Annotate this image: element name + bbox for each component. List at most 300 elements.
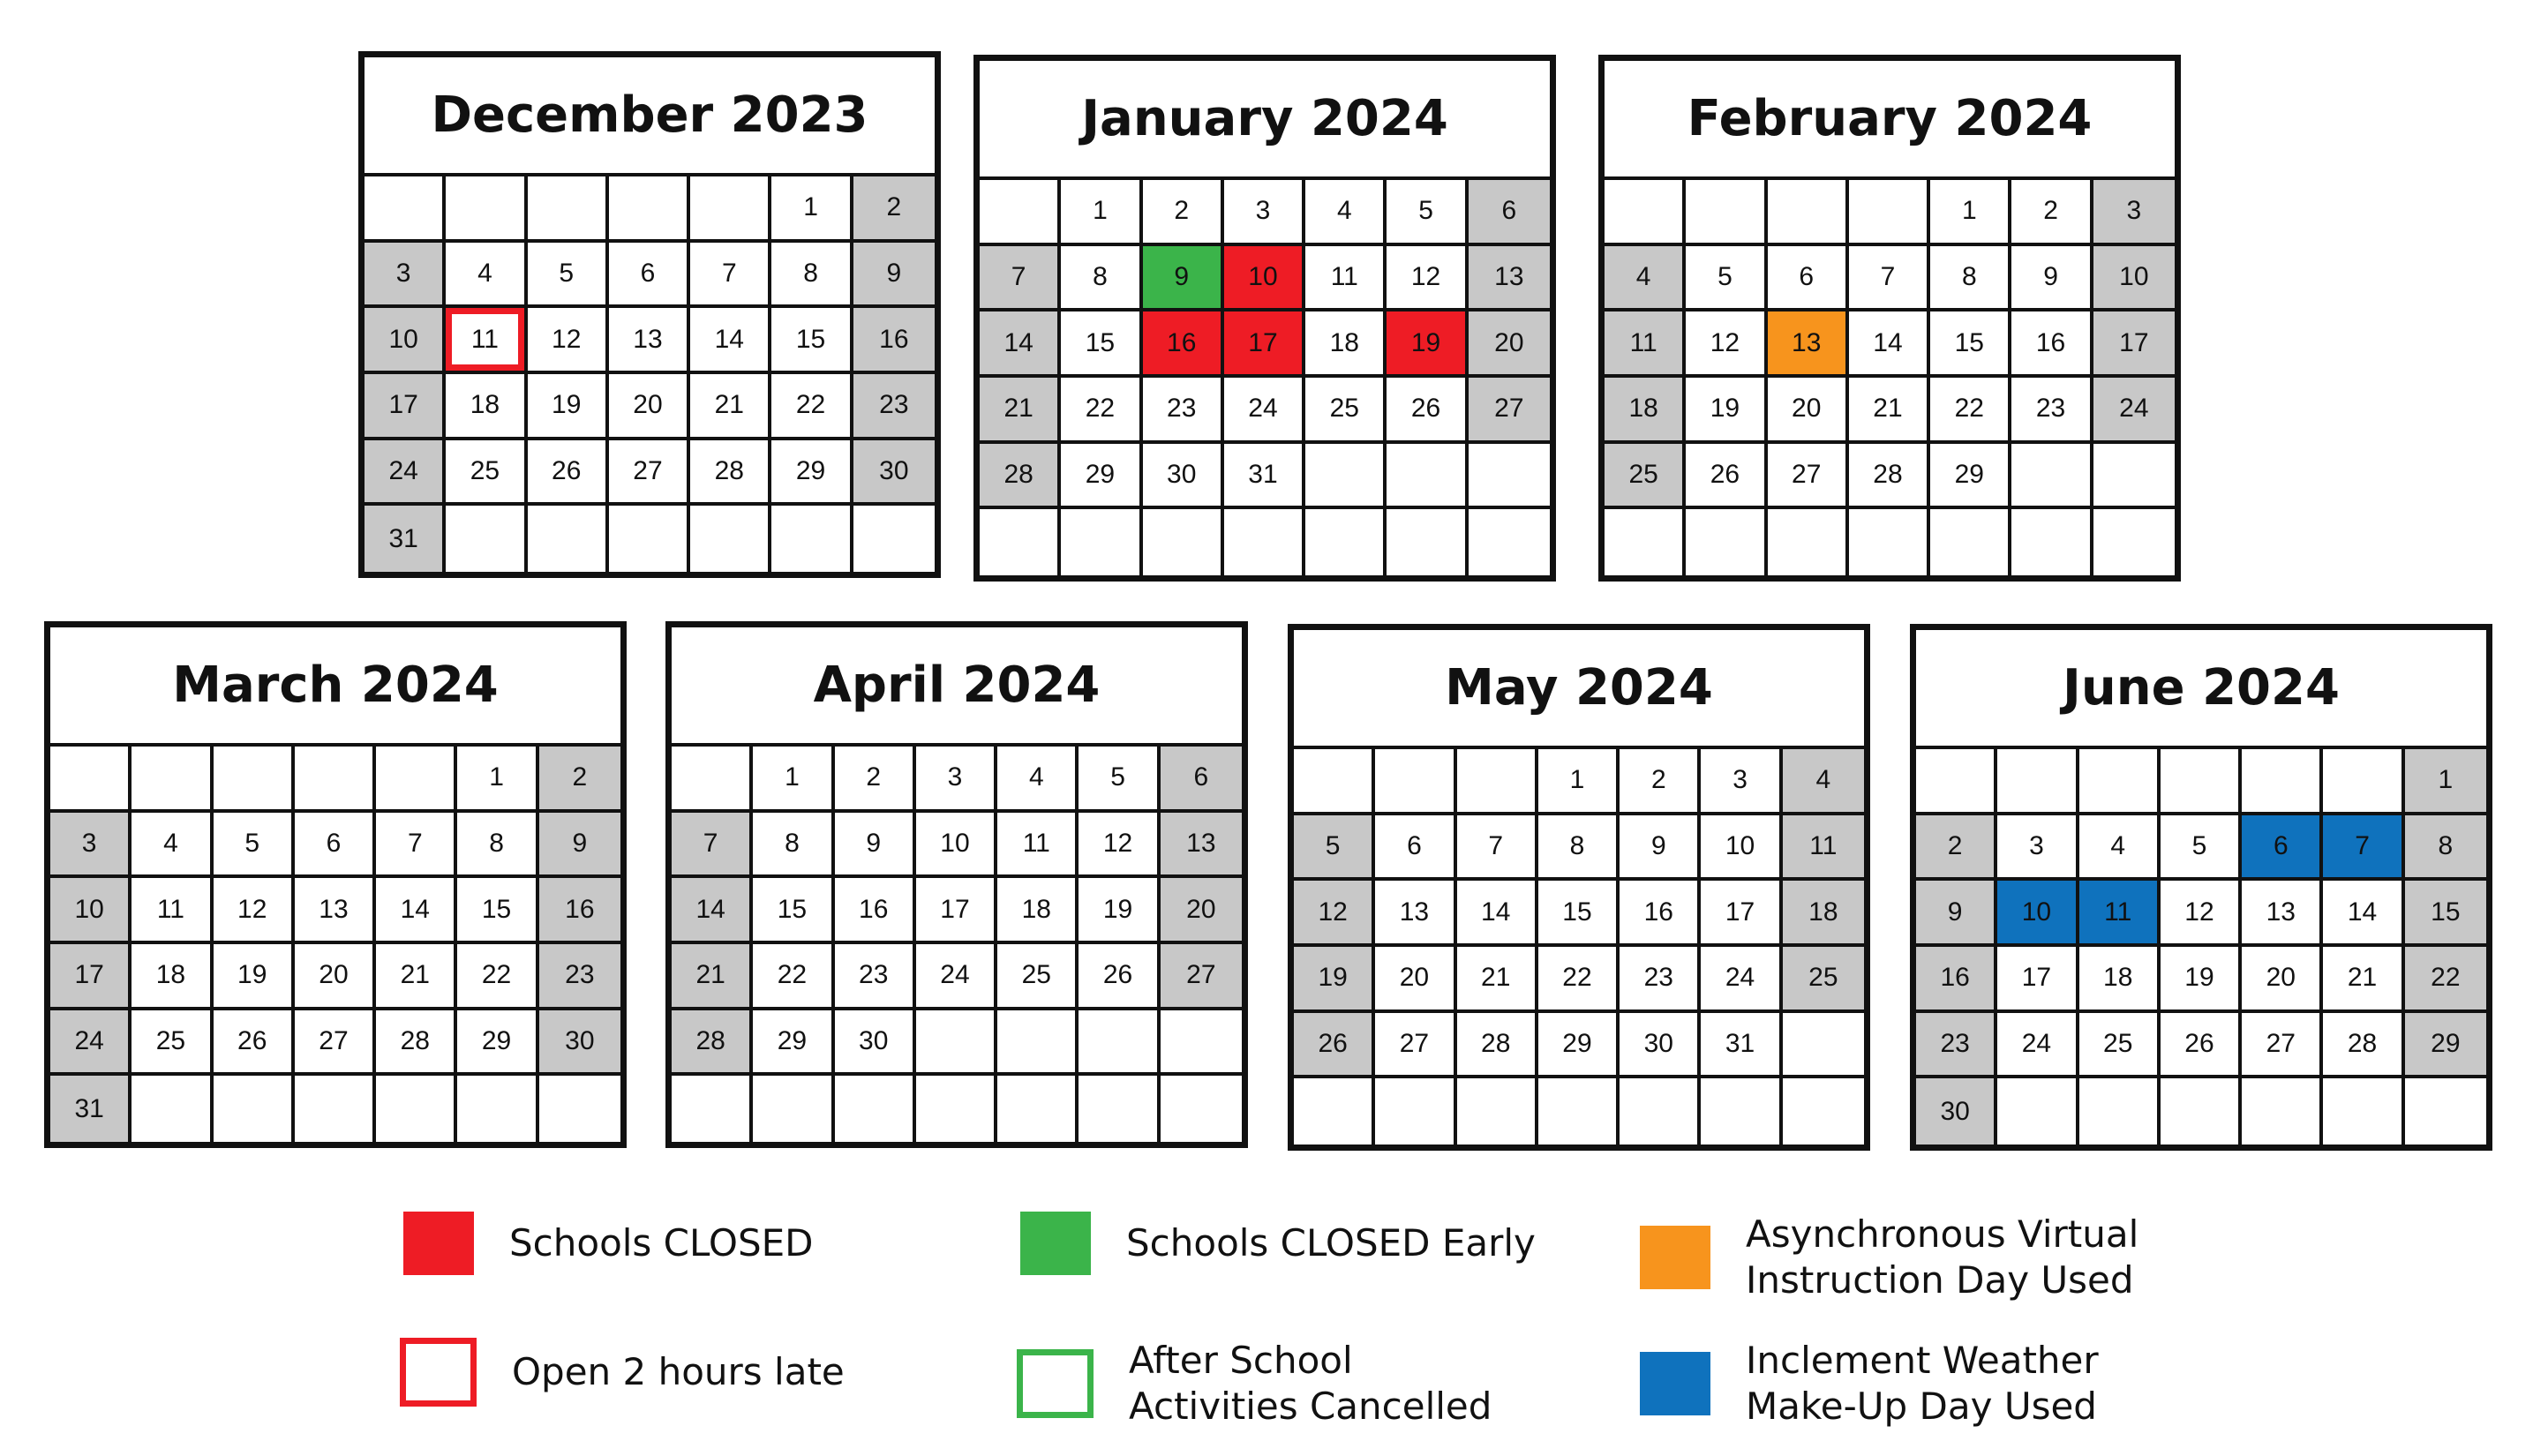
- day-cell: 9: [853, 243, 935, 309]
- day-cell: 4: [1605, 246, 1686, 312]
- calendar-december-2023: [358, 51, 941, 578]
- day-cell: 1: [457, 747, 538, 813]
- day-cell: 21: [672, 944, 753, 1010]
- day-cell: 1: [1538, 749, 1620, 815]
- empty-cell: [1387, 509, 1468, 575]
- day-cell: 8: [2405, 815, 2486, 882]
- day-cell: 6: [1768, 246, 1849, 312]
- day-cell: 24: [916, 944, 997, 1010]
- empty-cell: [1916, 749, 1997, 815]
- empty-cell: [916, 1010, 997, 1077]
- day-cell: 18: [132, 944, 213, 1010]
- day-cell: 1: [771, 176, 853, 243]
- month-title: January 2024: [980, 61, 1550, 180]
- day-cell: 28: [376, 1010, 457, 1077]
- day-cell: 25: [1783, 947, 1864, 1013]
- day-cell: 7: [980, 246, 1061, 312]
- day-cell: 11: [1305, 246, 1387, 312]
- day-cell: 28: [1849, 444, 1930, 510]
- empty-cell: [2161, 1078, 2242, 1145]
- day-cell: 7: [1849, 246, 1930, 312]
- day-cell: 15: [771, 308, 853, 374]
- day-grid: [1916, 749, 2486, 1145]
- day-cell: 19: [2161, 947, 2242, 1013]
- day-cell: 30: [835, 1010, 916, 1077]
- empty-cell: [1294, 749, 1375, 815]
- day-cell: 12: [1079, 813, 1160, 879]
- day-cell: 17: [365, 374, 446, 440]
- empty-cell: [446, 506, 527, 572]
- day-cell: 4: [997, 747, 1079, 813]
- empty-cell: [295, 747, 376, 813]
- legend-schools-closed-early: [1020, 1212, 1536, 1275]
- day-cell: 16: [1620, 881, 1701, 947]
- day-cell: 24: [1224, 378, 1305, 444]
- empty-cell: [1143, 509, 1224, 575]
- empty-cell: [1387, 444, 1468, 510]
- month-title: May 2024: [1294, 630, 1864, 749]
- day-cell: 30: [1143, 444, 1224, 510]
- empty-cell: [1305, 444, 1387, 510]
- after-school-swatch-icon: [1017, 1349, 1094, 1418]
- day-cell: 25: [997, 944, 1079, 1010]
- day-cell: 3: [916, 747, 997, 813]
- day-cell: 17: [916, 878, 997, 944]
- calendar-january-2024: [973, 55, 1556, 582]
- day-cell: 29: [753, 1010, 834, 1077]
- day-cell: 1: [753, 747, 834, 813]
- empty-cell: [2093, 509, 2175, 575]
- month-title: March 2024: [50, 627, 620, 747]
- day-cell: 2: [835, 747, 916, 813]
- day-cell: 30: [1620, 1013, 1701, 1079]
- empty-cell: [1305, 509, 1387, 575]
- day-cell: 25: [446, 440, 527, 507]
- day-cell: 4: [1305, 180, 1387, 246]
- day-cell: 28: [690, 440, 771, 507]
- day-cell: 25: [1605, 444, 1686, 510]
- empty-cell: [690, 506, 771, 572]
- day-cell: 18: [1783, 881, 1864, 947]
- day-cell: 15: [1930, 311, 2011, 378]
- empty-cell: [50, 747, 132, 813]
- day-cell: 10: [2093, 246, 2175, 312]
- day-cell: 23: [1620, 947, 1701, 1013]
- closed-swatch-icon: [403, 1212, 474, 1275]
- day-cell: 4: [132, 813, 213, 879]
- empty-cell: [1997, 749, 2078, 815]
- empty-cell: [1079, 1076, 1160, 1142]
- day-cell: 1: [2405, 749, 2486, 815]
- day-cell: 25: [2079, 1013, 2161, 1079]
- day-cell: 8: [457, 813, 538, 879]
- day-cell: 23: [2011, 378, 2093, 444]
- empty-cell: [1686, 180, 1767, 246]
- day-cell: 14: [1457, 881, 1538, 947]
- empty-cell: [672, 1076, 753, 1142]
- day-cell: 9: [1916, 881, 1997, 947]
- day-cell: 11: [132, 878, 213, 944]
- empty-cell: [1686, 509, 1767, 575]
- day-cell: 11: [1783, 815, 1864, 882]
- day-cell: 14: [690, 308, 771, 374]
- day-cell: 4: [2079, 815, 2161, 882]
- empty-cell: [1783, 1013, 1864, 1079]
- day-cell: 12: [1294, 881, 1375, 947]
- month-title: December 2023: [365, 57, 935, 176]
- day-cell: 13: [609, 308, 690, 374]
- empty-cell: [1768, 180, 1849, 246]
- empty-cell: [609, 176, 690, 243]
- day-cell: 11: [446, 308, 527, 374]
- day-cell: 8: [771, 243, 853, 309]
- day-cell: 3: [50, 813, 132, 879]
- day-cell: 29: [1930, 444, 2011, 510]
- day-cell: 21: [2323, 947, 2404, 1013]
- day-cell: 5: [1686, 246, 1767, 312]
- empty-cell: [1457, 749, 1538, 815]
- empty-cell: [1538, 1078, 1620, 1145]
- day-cell: 10: [916, 813, 997, 879]
- day-cell: 19: [214, 944, 295, 1010]
- day-cell: 10: [1224, 246, 1305, 312]
- day-cell: 10: [1997, 881, 2078, 947]
- day-cell: 19: [1686, 378, 1767, 444]
- day-cell: 19: [1294, 947, 1375, 1013]
- day-cell: 4: [1783, 749, 1864, 815]
- day-cell: 20: [1161, 878, 1242, 944]
- day-cell: 20: [1469, 311, 1550, 378]
- empty-cell: [980, 509, 1061, 575]
- legend-makeup-day: [1640, 1338, 2099, 1430]
- day-cell: 2: [1916, 815, 1997, 882]
- day-cell: 13: [1469, 246, 1550, 312]
- day-cell: 14: [980, 311, 1061, 378]
- day-grid: [1294, 749, 1864, 1145]
- day-cell: 10: [1701, 815, 1782, 882]
- empty-cell: [376, 747, 457, 813]
- day-cell: 8: [753, 813, 834, 879]
- legend-label: After School Activities Cancelled: [1129, 1339, 1492, 1428]
- calendar-february-2024: [1598, 55, 2181, 582]
- empty-cell: [1061, 509, 1142, 575]
- day-cell: 22: [1061, 378, 1142, 444]
- day-cell: 17: [2093, 311, 2175, 378]
- day-cell: 6: [1161, 747, 1242, 813]
- day-cell: 12: [528, 308, 609, 374]
- day-cell: 27: [1375, 1013, 1456, 1079]
- day-cell: 14: [2323, 881, 2404, 947]
- month-title: June 2024: [1916, 630, 2486, 749]
- day-cell: 16: [835, 878, 916, 944]
- empty-cell: [835, 1076, 916, 1142]
- empty-cell: [376, 1076, 457, 1142]
- day-cell: 26: [1294, 1013, 1375, 1079]
- day-cell: 27: [295, 1010, 376, 1077]
- empty-cell: [980, 180, 1061, 246]
- day-cell: 12: [1387, 246, 1468, 312]
- legend-after-school-cancelled: [1017, 1338, 1492, 1430]
- closed-early-swatch-icon: [1020, 1212, 1091, 1275]
- day-cell: 16: [853, 308, 935, 374]
- day-cell: 12: [2161, 881, 2242, 947]
- day-cell: 1: [1930, 180, 2011, 246]
- day-cell: 9: [2011, 246, 2093, 312]
- day-cell: 19: [528, 374, 609, 440]
- empty-cell: [295, 1076, 376, 1142]
- day-cell: 17: [1701, 881, 1782, 947]
- day-cell: 7: [2323, 815, 2404, 882]
- day-cell: 19: [1079, 878, 1160, 944]
- day-cell: 30: [853, 440, 935, 507]
- empty-cell: [2079, 1078, 2161, 1145]
- day-grid: [50, 747, 620, 1142]
- day-cell: 24: [2093, 378, 2175, 444]
- day-cell: 24: [365, 440, 446, 507]
- empty-cell: [446, 176, 527, 243]
- day-cell: 3: [1701, 749, 1782, 815]
- late-swatch-icon: [400, 1338, 477, 1407]
- day-cell: 22: [753, 944, 834, 1010]
- day-cell: 5: [1079, 747, 1160, 813]
- day-cell: 15: [1538, 881, 1620, 947]
- day-cell: 11: [2079, 881, 2161, 947]
- day-cell: 28: [672, 1010, 753, 1077]
- day-cell: 21: [376, 944, 457, 1010]
- day-cell: 18: [1305, 311, 1387, 378]
- empty-cell: [2079, 749, 2161, 815]
- day-cell: 31: [1701, 1013, 1782, 1079]
- legend-label: Inclement Weather Make-Up Day Used: [1746, 1339, 2099, 1428]
- day-cell: 20: [1375, 947, 1456, 1013]
- day-cell: 5: [2161, 815, 2242, 882]
- day-cell: 29: [457, 1010, 538, 1077]
- day-cell: 7: [376, 813, 457, 879]
- empty-cell: [2242, 749, 2323, 815]
- day-cell: 21: [690, 374, 771, 440]
- day-cell: 9: [1620, 815, 1701, 882]
- day-cell: 13: [1768, 311, 1849, 378]
- legend-async-virtual: [1640, 1212, 2138, 1303]
- day-cell: 29: [771, 440, 853, 507]
- empty-cell: [2011, 444, 2093, 510]
- day-cell: 9: [539, 813, 620, 879]
- day-cell: 29: [2405, 1013, 2486, 1079]
- empty-cell: [2242, 1078, 2323, 1145]
- day-cell: 21: [980, 378, 1061, 444]
- day-cell: 3: [2093, 180, 2175, 246]
- day-cell: 27: [1768, 444, 1849, 510]
- month-title: April 2024: [672, 627, 1242, 747]
- day-cell: 23: [835, 944, 916, 1010]
- day-cell: 26: [2161, 1013, 2242, 1079]
- day-cell: 8: [1538, 815, 1620, 882]
- day-cell: 6: [1469, 180, 1550, 246]
- day-cell: 2: [1143, 180, 1224, 246]
- empty-cell: [1605, 180, 1686, 246]
- day-cell: 15: [457, 878, 538, 944]
- empty-cell: [1768, 509, 1849, 575]
- empty-cell: [132, 747, 213, 813]
- day-cell: 22: [457, 944, 538, 1010]
- day-cell: 13: [1375, 881, 1456, 947]
- day-cell: 17: [50, 944, 132, 1010]
- day-cell: 20: [2242, 947, 2323, 1013]
- day-cell: 1: [1061, 180, 1142, 246]
- day-cell: 28: [2323, 1013, 2404, 1079]
- empty-cell: [916, 1076, 997, 1142]
- day-cell: 16: [1143, 311, 1224, 378]
- calendar-march-2024: [44, 621, 627, 1148]
- day-cell: 13: [295, 878, 376, 944]
- empty-cell: [2011, 509, 2093, 575]
- day-cell: 29: [1538, 1013, 1620, 1079]
- day-cell: 31: [50, 1076, 132, 1142]
- month-title: February 2024: [1605, 61, 2175, 180]
- empty-cell: [1783, 1078, 1864, 1145]
- empty-cell: [528, 176, 609, 243]
- empty-cell: [1224, 509, 1305, 575]
- legend-label: Asynchronous Virtual Instruction Day Used: [1746, 1212, 2139, 1302]
- empty-cell: [1620, 1078, 1701, 1145]
- empty-cell: [2323, 1078, 2404, 1145]
- empty-cell: [997, 1076, 1079, 1142]
- day-cell: 15: [753, 878, 834, 944]
- empty-cell: [1849, 180, 1930, 246]
- async-swatch-icon: [1640, 1226, 1710, 1289]
- day-cell: 8: [1061, 246, 1142, 312]
- day-cell: 20: [295, 944, 376, 1010]
- empty-cell: [1849, 509, 1930, 575]
- empty-cell: [1375, 749, 1456, 815]
- empty-cell: [672, 747, 753, 813]
- day-cell: 7: [690, 243, 771, 309]
- empty-cell: [1997, 1078, 2078, 1145]
- day-cell: 8: [1930, 246, 2011, 312]
- day-cell: 26: [1686, 444, 1767, 510]
- calendar-may-2024: [1288, 624, 1870, 1151]
- day-cell: 2: [853, 176, 935, 243]
- day-cell: 22: [1538, 947, 1620, 1013]
- empty-cell: [771, 506, 853, 572]
- empty-cell: [2093, 444, 2175, 510]
- calendar-june-2024: [1910, 624, 2492, 1151]
- legend-open-late: [400, 1338, 845, 1407]
- day-cell: 2: [2011, 180, 2093, 246]
- day-cell: 25: [1305, 378, 1387, 444]
- empty-cell: [1930, 509, 2011, 575]
- day-cell: 6: [295, 813, 376, 879]
- empty-cell: [214, 747, 295, 813]
- day-cell: 23: [853, 374, 935, 440]
- empty-cell: [1469, 509, 1550, 575]
- day-cell: 27: [2242, 1013, 2323, 1079]
- day-cell: 6: [1375, 815, 1456, 882]
- empty-cell: [1161, 1010, 1242, 1077]
- day-cell: 7: [672, 813, 753, 879]
- empty-cell: [528, 506, 609, 572]
- day-cell: 24: [1997, 1013, 2078, 1079]
- empty-cell: [1469, 444, 1550, 510]
- day-cell: 11: [997, 813, 1079, 879]
- day-grid: [365, 176, 935, 572]
- empty-cell: [1079, 1010, 1160, 1077]
- empty-cell: [2323, 749, 2404, 815]
- empty-cell: [2405, 1078, 2486, 1145]
- empty-cell: [853, 506, 935, 572]
- legend-schools-closed: [403, 1212, 814, 1275]
- day-cell: 25: [132, 1010, 213, 1077]
- day-cell: 7: [1457, 815, 1538, 882]
- day-cell: 31: [1224, 444, 1305, 510]
- empty-cell: [457, 1076, 538, 1142]
- empty-cell: [539, 1076, 620, 1142]
- day-cell: 15: [1061, 311, 1142, 378]
- day-cell: 14: [376, 878, 457, 944]
- calendar-april-2024: [665, 621, 1248, 1148]
- day-cell: 10: [50, 878, 132, 944]
- day-cell: 10: [365, 308, 446, 374]
- day-cell: 29: [1061, 444, 1142, 510]
- empty-cell: [1161, 1076, 1242, 1142]
- day-cell: 17: [1997, 947, 2078, 1013]
- empty-cell: [2161, 749, 2242, 815]
- day-cell: 13: [2242, 881, 2323, 947]
- makeup-swatch-icon: [1640, 1352, 1710, 1415]
- day-cell: 12: [214, 878, 295, 944]
- day-cell: 21: [1457, 947, 1538, 1013]
- day-cell: 26: [528, 440, 609, 507]
- day-cell: 24: [1701, 947, 1782, 1013]
- day-cell: 26: [1079, 944, 1160, 1010]
- day-cell: 14: [1849, 311, 1930, 378]
- day-cell: 24: [50, 1010, 132, 1077]
- day-cell: 30: [539, 1010, 620, 1077]
- day-cell: 27: [609, 440, 690, 507]
- day-cell: 20: [609, 374, 690, 440]
- day-cell: 22: [2405, 947, 2486, 1013]
- day-cell: 5: [1294, 815, 1375, 882]
- day-cell: 9: [835, 813, 916, 879]
- day-cell: 20: [1768, 378, 1849, 444]
- day-cell: 18: [446, 374, 527, 440]
- day-cell: 23: [1143, 378, 1224, 444]
- day-grid: [1605, 180, 2175, 575]
- day-cell: 27: [1161, 944, 1242, 1010]
- empty-cell: [214, 1076, 295, 1142]
- legend-label: Schools CLOSED: [509, 1221, 814, 1265]
- empty-cell: [1375, 1078, 1456, 1145]
- day-cell: 5: [528, 243, 609, 309]
- day-cell: 19: [1387, 311, 1468, 378]
- legend-label: Schools CLOSED Early: [1126, 1221, 1536, 1265]
- day-cell: 15: [2405, 881, 2486, 947]
- empty-cell: [1294, 1078, 1375, 1145]
- empty-cell: [997, 1010, 1079, 1077]
- day-cell: 3: [1997, 815, 2078, 882]
- day-cell: 16: [539, 878, 620, 944]
- day-grid: [980, 180, 1550, 575]
- day-grid: [672, 747, 1242, 1142]
- day-cell: 28: [1457, 1013, 1538, 1079]
- day-cell: 18: [997, 878, 1079, 944]
- empty-cell: [132, 1076, 213, 1142]
- day-cell: 26: [214, 1010, 295, 1077]
- day-cell: 16: [1916, 947, 1997, 1013]
- day-cell: 12: [1686, 311, 1767, 378]
- empty-cell: [365, 176, 446, 243]
- day-cell: 6: [2242, 815, 2323, 882]
